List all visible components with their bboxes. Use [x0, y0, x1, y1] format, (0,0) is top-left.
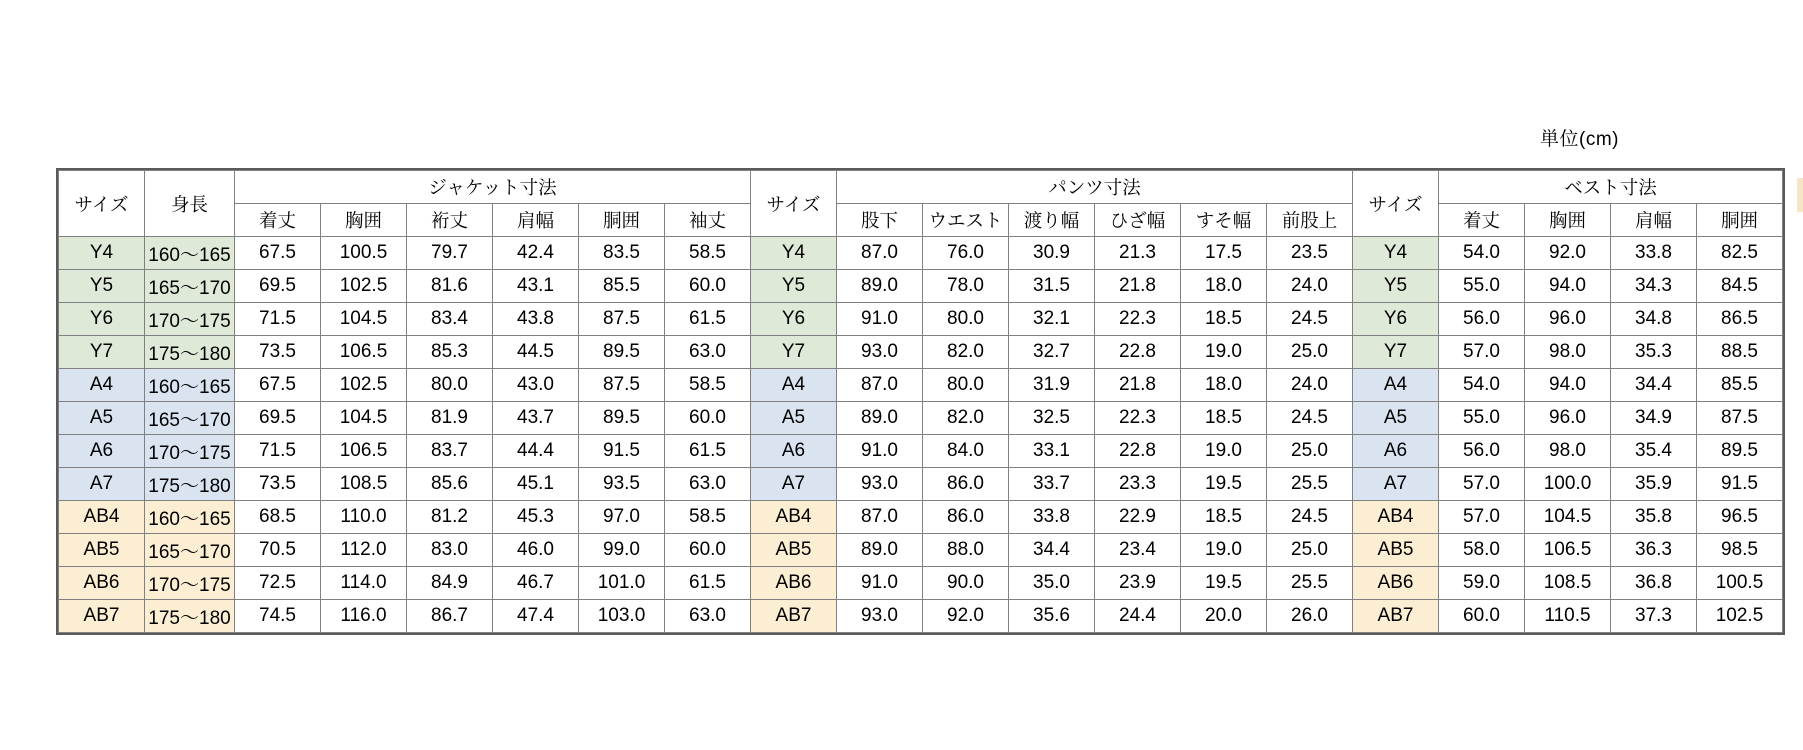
header-jacket-col-2: 裄丈 [407, 204, 493, 237]
cell-pants-size: A7 [751, 468, 837, 501]
table-body [59, 237, 1783, 633]
cell-jacket-3: 42.4 [493, 237, 579, 270]
cell-vest-1: 104.5 [1525, 501, 1611, 534]
cell-pants-1: 92.0 [923, 600, 1009, 633]
cell-jacket-1: 104.5 [321, 402, 407, 435]
cell-jacket-4: 101.0 [579, 567, 665, 600]
cell-vest-3: 89.5 [1697, 435, 1783, 468]
header-group-pants: パンツ寸法 [837, 171, 1353, 204]
cell-pants-4: 17.5 [1181, 237, 1267, 270]
header-group-vest: ベスト寸法 [1439, 171, 1783, 204]
table-row [59, 369, 1783, 402]
cell-height: 175～180 [145, 600, 235, 633]
cell-jacket-0: 68.5 [235, 501, 321, 534]
cell-pants-0: 93.0 [837, 600, 923, 633]
cell-vest-size: A6 [1353, 435, 1439, 468]
cell-pants-4: 20.0 [1181, 600, 1267, 633]
cell-vest-0: 58.0 [1439, 534, 1525, 567]
cell-vest-1: 94.0 [1525, 369, 1611, 402]
cell-jacket-2: 80.0 [407, 369, 493, 402]
cell-pants-5: 26.0 [1267, 600, 1353, 633]
header-jacket-size: サイズ [59, 171, 145, 237]
cell-jacket-5: 61.5 [665, 435, 751, 468]
cell-jacket-4: 93.5 [579, 468, 665, 501]
cell-pants-0: 89.0 [837, 270, 923, 303]
header-vest-col-0: 着丈 [1439, 204, 1525, 237]
cell-vest-2: 35.9 [1611, 468, 1697, 501]
cell-jacket-size: A5 [59, 402, 145, 435]
size-measurement-table [58, 170, 1783, 633]
cell-jacket-2: 83.4 [407, 303, 493, 336]
cell-pants-2: 32.7 [1009, 336, 1095, 369]
cell-jacket-0: 71.5 [235, 303, 321, 336]
cell-pants-1: 82.0 [923, 336, 1009, 369]
cell-jacket-0: 69.5 [235, 402, 321, 435]
header-vest-col-3: 胴囲 [1697, 204, 1783, 237]
cell-pants-3: 23.9 [1095, 567, 1181, 600]
size-table-container [56, 168, 1785, 640]
cell-jacket-0: 73.5 [235, 336, 321, 369]
cell-pants-5: 25.0 [1267, 336, 1353, 369]
cell-jacket-5: 58.5 [665, 501, 751, 534]
cell-pants-size: AB5 [751, 534, 837, 567]
table-row [59, 435, 1783, 468]
cell-jacket-0: 74.5 [235, 600, 321, 633]
table-column-header-row [59, 204, 1783, 237]
cell-vest-0: 59.0 [1439, 567, 1525, 600]
cell-vest-3: 88.5 [1697, 336, 1783, 369]
cell-pants-3: 22.3 [1095, 303, 1181, 336]
cell-jacket-1: 106.5 [321, 435, 407, 468]
header-jacket-col-5: 袖丈 [665, 204, 751, 237]
header-pants-col-4: すそ幅 [1181, 204, 1267, 237]
cell-jacket-size: Y6 [59, 303, 145, 336]
cell-jacket-size: A7 [59, 468, 145, 501]
cell-pants-0: 87.0 [837, 369, 923, 402]
cell-vest-2: 37.3 [1611, 600, 1697, 633]
cell-vest-size: A5 [1353, 402, 1439, 435]
cell-jacket-1: 114.0 [321, 567, 407, 600]
cell-pants-2: 33.7 [1009, 468, 1095, 501]
cell-vest-3: 87.5 [1697, 402, 1783, 435]
cell-vest-size: Y7 [1353, 336, 1439, 369]
cell-vest-2: 35.8 [1611, 501, 1697, 534]
cell-pants-3: 23.3 [1095, 468, 1181, 501]
cell-jacket-3: 44.4 [493, 435, 579, 468]
cell-pants-2: 33.1 [1009, 435, 1095, 468]
cell-pants-size: A6 [751, 435, 837, 468]
cell-pants-3: 21.8 [1095, 270, 1181, 303]
table-row [59, 567, 1783, 600]
cell-vest-0: 56.0 [1439, 435, 1525, 468]
cell-pants-0: 93.0 [837, 468, 923, 501]
table-head [59, 171, 1783, 237]
cell-jacket-2: 79.7 [407, 237, 493, 270]
cell-pants-2: 32.5 [1009, 402, 1095, 435]
cell-vest-size: Y6 [1353, 303, 1439, 336]
cell-pants-2: 34.4 [1009, 534, 1095, 567]
cell-vest-size: AB4 [1353, 501, 1439, 534]
cell-vest-size: Y5 [1353, 270, 1439, 303]
cell-pants-0: 91.0 [837, 567, 923, 600]
header-pants-col-0: 股下 [837, 204, 923, 237]
table-row [59, 303, 1783, 336]
cell-pants-size: A4 [751, 369, 837, 402]
cell-vest-3: 91.5 [1697, 468, 1783, 501]
cell-pants-3: 22.8 [1095, 336, 1181, 369]
cell-pants-1: 82.0 [923, 402, 1009, 435]
cell-pants-1: 88.0 [923, 534, 1009, 567]
cell-height: 170～175 [145, 303, 235, 336]
cell-pants-0: 87.0 [837, 237, 923, 270]
cell-pants-0: 89.0 [837, 402, 923, 435]
cell-jacket-2: 84.9 [407, 567, 493, 600]
cell-jacket-size: Y4 [59, 237, 145, 270]
cell-vest-0: 57.0 [1439, 468, 1525, 501]
cell-vest-1: 108.5 [1525, 567, 1611, 600]
cell-height: 160～165 [145, 369, 235, 402]
cell-jacket-2: 81.9 [407, 402, 493, 435]
cell-vest-size: A7 [1353, 468, 1439, 501]
cell-vest-3: 84.5 [1697, 270, 1783, 303]
cell-jacket-5: 58.5 [665, 369, 751, 402]
cell-jacket-0: 69.5 [235, 270, 321, 303]
cell-vest-0: 55.0 [1439, 270, 1525, 303]
header-pants-col-5: 前股上 [1267, 204, 1353, 237]
cell-vest-3: 82.5 [1697, 237, 1783, 270]
cell-jacket-5: 63.0 [665, 468, 751, 501]
cell-pants-0: 91.0 [837, 303, 923, 336]
cell-vest-1: 94.0 [1525, 270, 1611, 303]
cell-jacket-size: A6 [59, 435, 145, 468]
cell-pants-5: 24.0 [1267, 369, 1353, 402]
cell-jacket-2: 81.6 [407, 270, 493, 303]
cell-jacket-4: 99.0 [579, 534, 665, 567]
header-jacket-height: 身長 [145, 171, 235, 237]
table-row [59, 270, 1783, 303]
cell-vest-3: 86.5 [1697, 303, 1783, 336]
cell-pants-1: 76.0 [923, 237, 1009, 270]
cell-jacket-size: Y7 [59, 336, 145, 369]
cell-jacket-1: 106.5 [321, 336, 407, 369]
header-pants-col-1: ウエスト [923, 204, 1009, 237]
cell-vest-3: 96.5 [1697, 501, 1783, 534]
page-edge-marker [1797, 178, 1803, 212]
header-pants-col-3: ひざ幅 [1095, 204, 1181, 237]
cell-jacket-4: 89.5 [579, 402, 665, 435]
cell-pants-5: 25.0 [1267, 534, 1353, 567]
table-row [59, 534, 1783, 567]
cell-vest-3: 98.5 [1697, 534, 1783, 567]
cell-pants-5: 23.5 [1267, 237, 1353, 270]
cell-pants-1: 86.0 [923, 501, 1009, 534]
cell-jacket-3: 45.3 [493, 501, 579, 534]
cell-jacket-0: 67.5 [235, 237, 321, 270]
cell-pants-size: AB4 [751, 501, 837, 534]
cell-jacket-size: AB5 [59, 534, 145, 567]
cell-pants-1: 90.0 [923, 567, 1009, 600]
header-group-jacket: ジャケット寸法 [235, 171, 751, 204]
cell-vest-size: AB7 [1353, 600, 1439, 633]
cell-jacket-2: 81.2 [407, 501, 493, 534]
header-jacket-col-1: 胸囲 [321, 204, 407, 237]
cell-pants-2: 32.1 [1009, 303, 1095, 336]
cell-vest-2: 33.8 [1611, 237, 1697, 270]
table-row [59, 468, 1783, 501]
cell-vest-3: 102.5 [1697, 600, 1783, 633]
cell-jacket-1: 102.5 [321, 270, 407, 303]
cell-pants-5: 25.0 [1267, 435, 1353, 468]
cell-pants-2: 30.9 [1009, 237, 1095, 270]
cell-pants-3: 21.8 [1095, 369, 1181, 402]
cell-vest-0: 60.0 [1439, 600, 1525, 633]
cell-jacket-3: 45.1 [493, 468, 579, 501]
cell-jacket-3: 43.8 [493, 303, 579, 336]
cell-vest-0: 54.0 [1439, 237, 1525, 270]
cell-vest-0: 54.0 [1439, 369, 1525, 402]
cell-jacket-1: 112.0 [321, 534, 407, 567]
cell-pants-5: 25.5 [1267, 567, 1353, 600]
cell-jacket-3: 46.7 [493, 567, 579, 600]
cell-pants-5: 24.5 [1267, 303, 1353, 336]
cell-jacket-size: AB7 [59, 600, 145, 633]
cell-vest-3: 85.5 [1697, 369, 1783, 402]
cell-vest-1: 98.0 [1525, 435, 1611, 468]
cell-jacket-3: 47.4 [493, 600, 579, 633]
cell-pants-2: 33.8 [1009, 501, 1095, 534]
cell-pants-2: 35.0 [1009, 567, 1095, 600]
cell-jacket-1: 104.5 [321, 303, 407, 336]
cell-jacket-5: 60.0 [665, 270, 751, 303]
cell-vest-3: 100.5 [1697, 567, 1783, 600]
cell-jacket-2: 83.0 [407, 534, 493, 567]
cell-pants-2: 35.6 [1009, 600, 1095, 633]
cell-pants-3: 22.8 [1095, 435, 1181, 468]
cell-vest-2: 35.4 [1611, 435, 1697, 468]
cell-jacket-5: 60.0 [665, 534, 751, 567]
cell-pants-4: 18.0 [1181, 270, 1267, 303]
table-row [59, 336, 1783, 369]
cell-height: 165～170 [145, 402, 235, 435]
cell-pants-0: 89.0 [837, 534, 923, 567]
cell-jacket-size: AB6 [59, 567, 145, 600]
cell-pants-3: 24.4 [1095, 600, 1181, 633]
cell-pants-3: 23.4 [1095, 534, 1181, 567]
cell-pants-1: 80.0 [923, 369, 1009, 402]
cell-pants-5: 25.5 [1267, 468, 1353, 501]
cell-pants-1: 86.0 [923, 468, 1009, 501]
cell-jacket-3: 44.5 [493, 336, 579, 369]
cell-vest-0: 56.0 [1439, 303, 1525, 336]
cell-pants-4: 19.5 [1181, 567, 1267, 600]
cell-jacket-4: 97.0 [579, 501, 665, 534]
cell-pants-4: 19.5 [1181, 468, 1267, 501]
cell-jacket-4: 89.5 [579, 336, 665, 369]
cell-vest-1: 92.0 [1525, 237, 1611, 270]
cell-pants-0: 93.0 [837, 336, 923, 369]
header-vest-size: サイズ [1353, 171, 1439, 237]
cell-vest-0: 55.0 [1439, 402, 1525, 435]
table-row [59, 237, 1783, 270]
cell-jacket-1: 108.5 [321, 468, 407, 501]
cell-vest-1: 98.0 [1525, 336, 1611, 369]
cell-pants-4: 18.5 [1181, 501, 1267, 534]
cell-pants-4: 18.5 [1181, 303, 1267, 336]
cell-pants-size: Y7 [751, 336, 837, 369]
cell-vest-size: Y4 [1353, 237, 1439, 270]
table-row [59, 402, 1783, 435]
cell-vest-size: AB5 [1353, 534, 1439, 567]
cell-vest-2: 36.3 [1611, 534, 1697, 567]
cell-jacket-0: 71.5 [235, 435, 321, 468]
cell-pants-1: 84.0 [923, 435, 1009, 468]
cell-vest-2: 34.3 [1611, 270, 1697, 303]
cell-pants-5: 24.0 [1267, 270, 1353, 303]
cell-height: 160～165 [145, 237, 235, 270]
cell-pants-5: 24.5 [1267, 501, 1353, 534]
cell-jacket-0: 70.5 [235, 534, 321, 567]
cell-pants-5: 24.5 [1267, 402, 1353, 435]
cell-pants-size: Y4 [751, 237, 837, 270]
cell-jacket-1: 110.0 [321, 501, 407, 534]
cell-jacket-5: 58.5 [665, 237, 751, 270]
cell-vest-1: 96.0 [1525, 402, 1611, 435]
cell-height: 170～175 [145, 567, 235, 600]
cell-jacket-1: 102.5 [321, 369, 407, 402]
cell-pants-1: 78.0 [923, 270, 1009, 303]
cell-vest-2: 34.8 [1611, 303, 1697, 336]
cell-jacket-4: 91.5 [579, 435, 665, 468]
cell-vest-2: 34.9 [1611, 402, 1697, 435]
cell-jacket-1: 116.0 [321, 600, 407, 633]
cell-pants-size: A5 [751, 402, 837, 435]
cell-height: 165～170 [145, 534, 235, 567]
cell-pants-4: 18.5 [1181, 402, 1267, 435]
cell-height: 170～175 [145, 435, 235, 468]
table-outer-border [56, 168, 1785, 635]
cell-jacket-5: 61.5 [665, 303, 751, 336]
cell-vest-2: 35.3 [1611, 336, 1697, 369]
cell-vest-1: 110.5 [1525, 600, 1611, 633]
table-row [59, 600, 1783, 633]
cell-vest-0: 57.0 [1439, 336, 1525, 369]
cell-vest-0: 57.0 [1439, 501, 1525, 534]
cell-jacket-3: 46.0 [493, 534, 579, 567]
cell-pants-4: 19.0 [1181, 435, 1267, 468]
cell-jacket-1: 100.5 [321, 237, 407, 270]
cell-jacket-5: 63.0 [665, 600, 751, 633]
cell-jacket-3: 43.1 [493, 270, 579, 303]
cell-jacket-5: 60.0 [665, 402, 751, 435]
cell-pants-2: 31.5 [1009, 270, 1095, 303]
cell-jacket-5: 61.5 [665, 567, 751, 600]
cell-height: 175～180 [145, 336, 235, 369]
cell-pants-4: 18.0 [1181, 369, 1267, 402]
cell-vest-1: 100.0 [1525, 468, 1611, 501]
cell-jacket-size: Y5 [59, 270, 145, 303]
cell-vest-2: 34.4 [1611, 369, 1697, 402]
cell-pants-4: 19.0 [1181, 534, 1267, 567]
cell-jacket-0: 72.5 [235, 567, 321, 600]
cell-jacket-4: 85.5 [579, 270, 665, 303]
header-pants-col-2: 渡り幅 [1009, 204, 1095, 237]
cell-pants-4: 19.0 [1181, 336, 1267, 369]
table-row [59, 501, 1783, 534]
cell-jacket-2: 85.6 [407, 468, 493, 501]
cell-pants-size: AB7 [751, 600, 837, 633]
cell-pants-2: 31.9 [1009, 369, 1095, 402]
cell-pants-size: Y5 [751, 270, 837, 303]
cell-jacket-0: 73.5 [235, 468, 321, 501]
cell-jacket-4: 103.0 [579, 600, 665, 633]
table-group-header-row [59, 171, 1783, 204]
cell-jacket-2: 86.7 [407, 600, 493, 633]
cell-vest-size: A4 [1353, 369, 1439, 402]
cell-jacket-4: 87.5 [579, 369, 665, 402]
cell-pants-3: 22.3 [1095, 402, 1181, 435]
cell-vest-1: 96.0 [1525, 303, 1611, 336]
header-jacket-col-4: 胴囲 [579, 204, 665, 237]
cell-jacket-3: 43.7 [493, 402, 579, 435]
header-pants-size: サイズ [751, 171, 837, 237]
cell-pants-size: AB6 [751, 567, 837, 600]
cell-pants-size: Y6 [751, 303, 837, 336]
cell-pants-3: 21.3 [1095, 237, 1181, 270]
cell-jacket-2: 83.7 [407, 435, 493, 468]
cell-jacket-0: 67.5 [235, 369, 321, 402]
cell-jacket-5: 63.0 [665, 336, 751, 369]
cell-vest-1: 106.5 [1525, 534, 1611, 567]
header-vest-col-2: 肩幅 [1611, 204, 1697, 237]
cell-jacket-4: 87.5 [579, 303, 665, 336]
cell-pants-0: 91.0 [837, 435, 923, 468]
cell-height: 175～180 [145, 468, 235, 501]
cell-jacket-size: AB4 [59, 501, 145, 534]
cell-height: 160～165 [145, 501, 235, 534]
cell-pants-1: 80.0 [923, 303, 1009, 336]
cell-height: 165～170 [145, 270, 235, 303]
header-vest-col-1: 胸囲 [1525, 204, 1611, 237]
header-jacket-col-3: 肩幅 [493, 204, 579, 237]
header-jacket-col-0: 着丈 [235, 204, 321, 237]
cell-jacket-size: A4 [59, 369, 145, 402]
cell-jacket-4: 83.5 [579, 237, 665, 270]
cell-pants-0: 87.0 [837, 501, 923, 534]
unit-label: 単位(cm) [1540, 129, 1619, 150]
cell-jacket-3: 43.0 [493, 369, 579, 402]
cell-vest-size: AB6 [1353, 567, 1439, 600]
cell-vest-2: 36.8 [1611, 567, 1697, 600]
cell-pants-3: 22.9 [1095, 501, 1181, 534]
cell-jacket-2: 85.3 [407, 336, 493, 369]
